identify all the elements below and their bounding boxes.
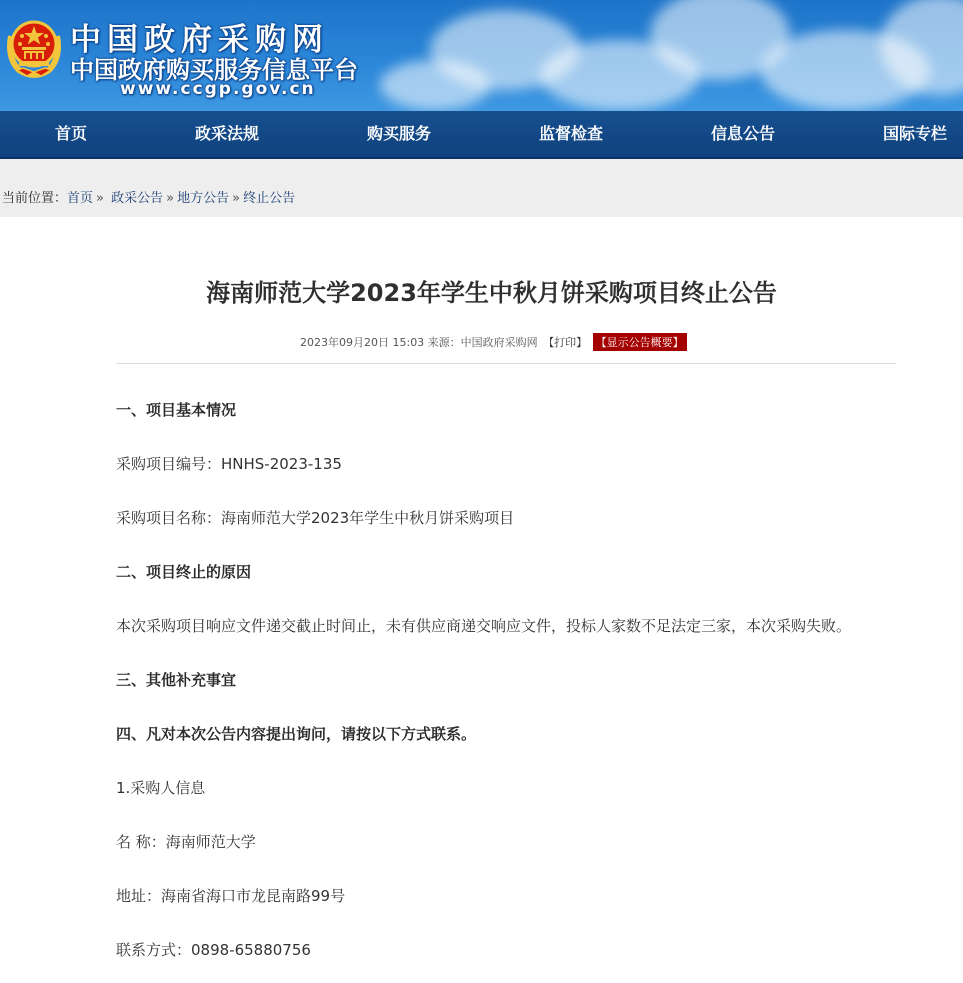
breadcrumb-home[interactable]: 首页 <box>67 191 94 206</box>
header-banner <box>0 0 963 111</box>
purchaser-address: 地址：海南省海口市龙昆南路99号 <box>116 887 346 905</box>
article <box>0 217 963 983</box>
nav-item-purchase-services[interactable]: 购买服务 <box>367 124 432 143</box>
publish-date: 2023年09月20日 15:03 <box>300 336 425 349</box>
section-heading: 二、项目终止的原因 <box>116 563 252 581</box>
section-heading: 三、其他补充事宜 <box>116 671 237 689</box>
project-name: 采购项目名称：海南师范大学2023年学生中秋月饼采购项目 <box>116 509 515 527</box>
termination-reason: 本次采购项目响应文件递交截止时间止，未有供应商递交响应文件，投标人家数不足法定三家，本次采购失败。 <box>116 617 852 635</box>
show-summary-button[interactable]: 【显示公告概要】 <box>593 333 687 351</box>
nav-item-announcements[interactable]: 信息公告 <box>711 124 776 143</box>
article-meta <box>300 333 687 351</box>
nav-item-international[interactable]: 国际专栏 <box>883 124 948 143</box>
breadcrumb-prefix: 当前位置： <box>2 191 68 206</box>
breadcrumb-separator: » <box>232 191 241 206</box>
breadcrumb-separator: » <box>96 191 104 206</box>
breadcrumb-procurement-notices[interactable]: 政采公告 <box>111 191 164 206</box>
breadcrumb-bar <box>0 159 963 217</box>
main-nav <box>0 111 963 159</box>
site-title: 中国政府采购网 <box>70 22 329 58</box>
breadcrumb-termination-notices[interactable]: 终止公告 <box>243 191 296 206</box>
purchaser-contact: 联系方式：0898-65880756 <box>116 941 311 959</box>
breadcrumb-separator: » <box>166 191 175 206</box>
print-link[interactable]: 【打印】 <box>543 336 588 349</box>
breadcrumb <box>2 187 295 206</box>
site-subtitle: 中国政府购买服务信息平台 <box>70 56 358 84</box>
breadcrumb-local-notices[interactable]: 地方公告 <box>177 191 230 206</box>
purchaser-info-heading: 1.采购人信息 <box>116 779 206 797</box>
nav-item-regulations[interactable]: 政采法规 <box>195 124 260 143</box>
purchaser-name: 名 称：海南师范大学 <box>116 833 256 851</box>
source: 来源：中国政府采购网 <box>427 336 538 349</box>
nav-item-supervision[interactable]: 监督检查 <box>539 124 604 143</box>
national-emblem-icon[interactable] <box>5 14 63 80</box>
page-title: 海南师范大学2023年学生中秋月饼采购项目终止公告 <box>206 279 777 307</box>
divider <box>116 363 896 364</box>
nav-item-home[interactable]: 首页 <box>55 124 88 143</box>
project-number: 采购项目编号：HNHS-2023-135 <box>116 455 342 473</box>
banner-cloud <box>380 60 490 110</box>
section-heading: 一、项目基本情况 <box>116 401 237 419</box>
site-url: www.ccgp.gov.cn <box>120 79 316 99</box>
section-heading: 四、凡对本次公告内容提出询问，请按以下方式联系。 <box>116 725 477 743</box>
